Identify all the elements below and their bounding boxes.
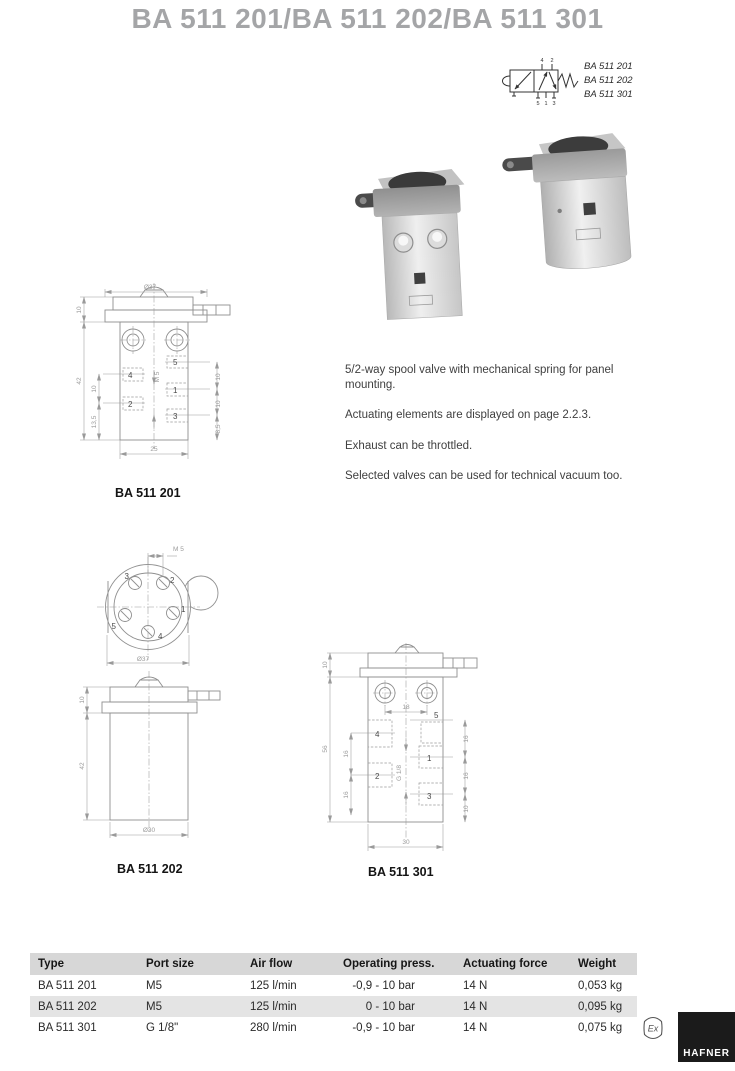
port-label-1: 1 (427, 754, 432, 763)
dim-right-2: 16 (463, 772, 470, 780)
dim-body-height: 42 (76, 377, 83, 385)
spec-table (30, 953, 637, 1038)
valve-cap (373, 185, 461, 218)
cell-type: BA 511 301 (38, 1021, 97, 1034)
dim-body-height: 56 (322, 745, 329, 753)
port-label-2: 2 (375, 772, 380, 781)
drawing-caption-301: BA 511 301 (368, 865, 434, 879)
cell-operating-press: 0 - 10 bar (365, 1000, 415, 1013)
drawing-caption-202: BA 511 202 (117, 862, 183, 876)
header-port-size: Port size (146, 958, 194, 970)
port-label-2: 2 (128, 400, 133, 409)
drawing-caption-201: BA 511 201 (115, 486, 181, 500)
cell-air-flow: 125 l/min (250, 979, 297, 992)
dim-thread: M 5 (154, 371, 161, 383)
cell-port-size: M5 (146, 1000, 162, 1013)
dim-right-1: 10 (215, 373, 222, 381)
cell-operating-press: -0,9 - 10 bar (352, 979, 415, 992)
description-paragraph-2: Actuating elements are displayed on page 2.2.3. (345, 409, 592, 421)
symbol-port-4: 4 (540, 58, 544, 64)
description-paragraph-3: Exhaust can be throttled. (345, 439, 473, 452)
dim-right-3: 10 (463, 805, 470, 813)
dim-thread: M 5 (173, 546, 184, 553)
dim-right-1: 16 (463, 735, 470, 743)
symbol-variant-label-2: BA 511 202 (584, 75, 633, 86)
dim-flange-diameter: Ø37 (143, 284, 157, 291)
cell-air-flow: 125 l/min (250, 1000, 297, 1013)
port-label-3: 3 (173, 412, 178, 421)
port-label-2: 2 (170, 576, 175, 585)
symbol-port-2: 2 (550, 58, 554, 64)
dim-diameter: Ø37 (136, 656, 150, 663)
dim-width: 25 (150, 446, 158, 453)
port-label-3: 3 (124, 572, 129, 581)
symbol-port-1: 1 (544, 101, 548, 107)
cell-actuating-force: 14 N (463, 979, 488, 992)
cell-air-flow: 280 l/min (250, 1021, 297, 1034)
cell-weight: 0,095 kg (578, 1000, 623, 1013)
cell-actuating-force: 14 N (463, 1021, 488, 1034)
port-label-5: 5 (434, 711, 439, 720)
cell-port-size: M5 (146, 979, 162, 992)
port-label-4: 4 (375, 730, 380, 739)
valve-body (541, 176, 632, 271)
dim-right-2: 10 (215, 400, 222, 408)
product-photo-panel-valve (355, 155, 477, 327)
ex-certification-icon (640, 1015, 666, 1041)
dim-thread: G 1/8 (396, 765, 403, 781)
port-label-5: 5 (111, 622, 116, 631)
cell-type: BA 511 201 (38, 979, 97, 992)
dim-diameter: Ø30 (142, 827, 156, 834)
drawing-ba511201 (70, 253, 315, 498)
symbol-variant-label-1: BA 511 201 (584, 61, 633, 72)
dim-left-bottom: 13,5 (91, 415, 98, 429)
manual-override (414, 273, 426, 285)
table-row-ba511202 (30, 996, 637, 1017)
hafner-logo (678, 1012, 735, 1062)
port-label-1: 1 (173, 386, 178, 395)
table-row-ba511301 (30, 1017, 637, 1038)
page-title: BA 511 201/BA 511 202/BA 511 301 (131, 3, 604, 34)
dim-cap-height: 10 (79, 696, 86, 704)
port-label-3: 3 (427, 792, 432, 801)
product-photo-cylindrical-valve (497, 124, 649, 279)
symbol-actuator-icon (503, 76, 511, 86)
drawing-ba511202-side-view (75, 661, 260, 851)
dim-left-1: 16 (343, 750, 350, 758)
cell-actuating-force: 14 N (463, 1000, 488, 1013)
header-operating-press: Operating press. (343, 958, 435, 970)
dim-body-height: 42 (79, 762, 86, 770)
description-paragraph-1: 5/2-way spool valve with mechanical spring for panel mounting. (345, 364, 614, 391)
header-weight: Weight (578, 958, 617, 970)
drawing-ba511301 (315, 643, 527, 868)
header-actuating-force: Actuating force (463, 958, 548, 970)
cell-weight: 0,075 kg (578, 1021, 623, 1034)
port-label-5: 5 (173, 358, 178, 367)
dim-left-spacing: 10 (91, 385, 98, 393)
header-type: Type (38, 958, 64, 970)
dim-hole-spacing: 18 (402, 704, 410, 711)
cell-operating-press: -0,9 - 10 bar (352, 1021, 415, 1034)
header-air-flow: Air flow (250, 958, 293, 970)
dim-right-3: 8,5 (215, 424, 222, 434)
cell-type: BA 511 202 (38, 1000, 97, 1013)
description-paragraph-4: Selected valves can be used for technical vacuum too. (345, 470, 623, 482)
dim-cap-height: 10 (76, 306, 83, 314)
hafner-logo-text: HAFNER (683, 1048, 730, 1059)
valve-symbol-diagram (494, 56, 590, 108)
manual-override (583, 202, 596, 215)
dim-cap-height: 10 (322, 661, 329, 669)
cell-weight: 0,053 kg (578, 979, 623, 992)
port-label-1: 1 (181, 605, 186, 614)
valve-body (382, 213, 462, 320)
port-label-4: 4 (158, 632, 163, 641)
ex-label: Ex (647, 1023, 659, 1034)
dim-left-2: 16 (343, 791, 350, 799)
dim-width: 30 (402, 839, 410, 846)
symbol-variant-label-3: BA 511 301 (584, 89, 633, 100)
table-header-row (30, 953, 637, 975)
cell-port-size: G 1/8" (146, 1021, 179, 1034)
symbol-port-3: 3 (552, 101, 556, 107)
symbol-port-5: 5 (536, 101, 540, 107)
table-row-ba511201 (30, 975, 637, 996)
symbol-spring-icon (558, 74, 578, 87)
port-label-4: 4 (128, 371, 133, 380)
description-block (345, 363, 667, 484)
